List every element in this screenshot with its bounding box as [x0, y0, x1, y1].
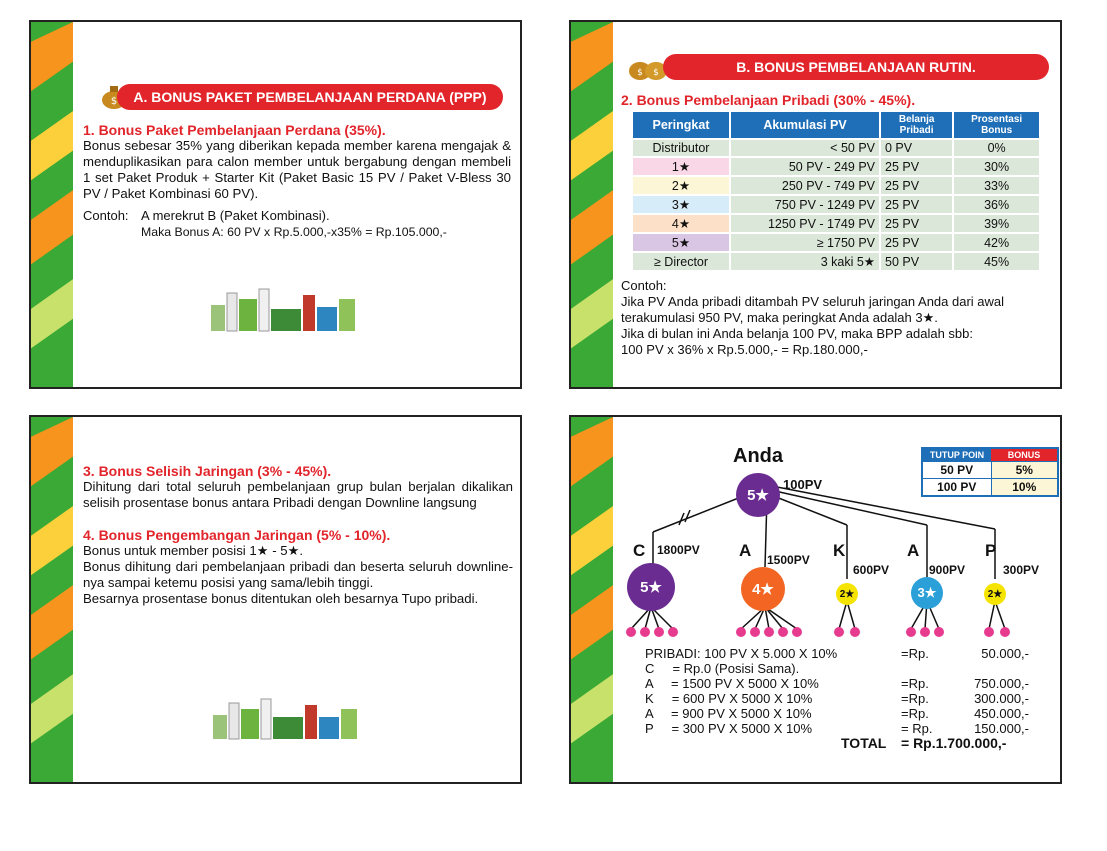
- downline-dot: [654, 627, 664, 637]
- bonus-cell: 42%: [954, 234, 1039, 251]
- child-pv: 900PV: [929, 563, 966, 577]
- calc-right: 150.000,-: [974, 721, 1029, 736]
- downline-dot: [906, 627, 916, 637]
- rank-cell: 5★: [633, 234, 729, 251]
- belanja-cell: 25 PV: [881, 215, 952, 232]
- downline-dot: [626, 627, 636, 637]
- calc-left: K = 600 PV X 5000 X 10%: [645, 691, 813, 706]
- downline-dot: [984, 627, 994, 637]
- table-row: [633, 177, 1039, 194]
- section-heading: 4. Bonus Pengembangan Jaringan (5% - 10%).: [83, 527, 391, 543]
- pv-cell: < 50 PV: [731, 140, 879, 156]
- tupo-cell: 100 PV: [922, 479, 991, 497]
- belanja-cell: 25 PV: [881, 234, 952, 251]
- contoh-label: Contoh:: [621, 278, 667, 293]
- table-row: [633, 140, 1039, 156]
- svg-text:$: $: [637, 68, 643, 78]
- rank-cell: ≥ Director: [633, 253, 729, 270]
- child-letter: P: [985, 541, 997, 560]
- node-child-p: 2★: [984, 583, 1006, 605]
- slide-title: A. BONUS PAKET PEMBELANJAAN PERDANA (PPP): [117, 84, 503, 110]
- section-heading: 1. Bonus Paket Pembelanjaan Perdana (35%).: [83, 122, 386, 138]
- svg-text:$: $: [653, 68, 659, 78]
- paragraph: Besarnya prosentase bonus ditentukan oleh besarnya Tupo pribadi.: [83, 591, 479, 606]
- product-images: [209, 285, 359, 333]
- slide-title: B. BONUS PEMBELANJAAN RUTIN.: [663, 54, 1049, 80]
- tupo-table: [921, 447, 1059, 497]
- child-letter: K: [833, 541, 846, 560]
- table-row: [633, 234, 1039, 251]
- bonus-cell: 45%: [954, 253, 1039, 270]
- downline-dot: [850, 627, 860, 637]
- belanja-cell: 50 PV: [881, 253, 952, 270]
- belanja-cell: 25 PV: [881, 177, 952, 194]
- node-child-a1: 4★: [741, 567, 785, 611]
- downline-dot: [934, 627, 944, 637]
- paragraph: Jika PV Anda pribadi ditambah PV seluruh jaringan Anda dari awal terakumulasi 950 PV, maka peringkat Anda adalah 3★.: [621, 294, 1005, 325]
- tupo-header: TUTUP POIN: [922, 448, 991, 462]
- belanja-cell: 25 PV: [881, 158, 952, 175]
- total-value: = Rp.1.700.000,-: [901, 735, 1007, 751]
- rank-cell: 1★: [633, 158, 729, 175]
- pv-cell: ≥ 1750 PV: [731, 234, 879, 251]
- table-row: [633, 215, 1039, 232]
- child-pv: 1500PV: [767, 553, 810, 567]
- calc-right: 300.000,-: [974, 691, 1029, 706]
- decorative-stripe: [31, 22, 73, 387]
- table-header: Belanja Pribadi: [881, 112, 952, 138]
- downline-dot: [750, 627, 760, 637]
- node-child-c: 5★: [627, 563, 675, 611]
- table-row: [633, 158, 1039, 175]
- paragraph: Dihitung dari total seluruh pembelanjaan grup bulan berjalan dikalikan selisih prosentase bonus antara Pribadi dengan Downline langsung: [83, 479, 513, 510]
- product-images: [211, 697, 361, 741]
- downline-dot: [668, 627, 678, 637]
- calc-right: 50.000,-: [981, 646, 1029, 661]
- decorative-stripe: [571, 22, 613, 387]
- node-child-a2: 3★: [911, 577, 943, 609]
- pv-cell: 250 PV - 749 PV: [731, 177, 879, 194]
- node-child-k: 2★: [836, 583, 858, 605]
- total-label: TOTAL: [841, 735, 887, 751]
- pv-cell: 1250 PV - 1749 PV: [731, 215, 879, 232]
- calc-left: C = Rp.0 (Posisi Sama).: [645, 661, 800, 676]
- pv-cell: 750 PV - 1249 PV: [731, 196, 879, 213]
- tupo-cell: 10%: [991, 479, 1058, 497]
- bonus-cell: 39%: [954, 215, 1039, 232]
- decorative-stripe: [31, 417, 73, 782]
- svg-text:$: $: [110, 96, 118, 107]
- rank-cell: 4★: [633, 215, 729, 232]
- calc-mid: = Rp.: [901, 721, 933, 736]
- downline-dot: [764, 627, 774, 637]
- rank-cell: 2★: [633, 177, 729, 194]
- tupo-header: BONUS: [991, 448, 1058, 462]
- contoh-label: Contoh:: [83, 208, 129, 223]
- rank-cell: Distributor: [633, 140, 729, 156]
- child-letter: A: [907, 541, 920, 560]
- child-letter: A: [739, 541, 752, 560]
- calc-mid: =Rp.: [901, 691, 929, 706]
- table-header: Peringkat: [633, 112, 729, 138]
- bonus-cell: 36%: [954, 196, 1039, 213]
- belanja-cell: 25 PV: [881, 196, 952, 213]
- table-row: [633, 196, 1039, 213]
- paragraph: Jika di bulan ini Anda belanja 100 PV, maka BPP adalah sbb:: [621, 326, 973, 341]
- slide-bonus-jaringan: [29, 415, 522, 784]
- slide-bonus-ppp: [29, 20, 522, 389]
- calc-mid: =Rp.: [901, 646, 929, 661]
- table-row: [633, 253, 1039, 270]
- downline-dot: [640, 627, 650, 637]
- downline-dot: [834, 627, 844, 637]
- anda-label: Anda: [733, 445, 783, 467]
- downline-dot: [920, 627, 930, 637]
- slide-bonus-rutin: [569, 20, 1062, 389]
- calc-mid: =Rp.: [901, 676, 929, 691]
- child-pv: 300PV: [1003, 563, 1040, 577]
- calc-mid: =Rp.: [901, 706, 929, 721]
- calc-mid: [901, 661, 959, 676]
- belanja-cell: 0 PV: [881, 140, 952, 156]
- calc-left: PRIBADI: 100 PV X 5.000 X 10%: [645, 646, 838, 661]
- bonus-cell: 33%: [954, 177, 1039, 194]
- table-header: Akumulasi PV: [731, 112, 879, 138]
- calc-left: A = 900 PV X 5000 X 10%: [645, 706, 812, 721]
- contoh-line: Maka Bonus A: 60 PV x Rp.5.000,-x35% = Rp.105.000,-: [141, 225, 447, 239]
- table-header: Prosentasi Bonus: [954, 112, 1039, 138]
- pv-cell: 3 kaki 5★: [731, 253, 879, 270]
- child-pv: 600PV: [853, 563, 890, 577]
- slide-contoh-jaringan: [569, 415, 1062, 784]
- calc-right: 750.000,-: [974, 676, 1029, 691]
- bonus-table: [631, 110, 1041, 272]
- paragraph: Bonus sebesar 35% yang diberikan kepada member karena mengajak & menduplikasikan para calon member untuk bergabung dengan membeli 1 set Paket Produk + Starter Kit (Paket Basic 15 PV / Paket V-Bless 30 PV / Paket Kombinasi 60 PV).: [83, 138, 511, 201]
- calculation-block: [645, 646, 1045, 751]
- child-pv: 1800PV: [657, 543, 700, 557]
- rank-cell: 3★: [633, 196, 729, 213]
- bonus-cell: 0%: [954, 140, 1039, 156]
- section-heading: 2. Bonus Pembelanjaan Pribadi (30% - 45%).: [621, 92, 916, 108]
- contoh-line: A merekrut B (Paket Kombinasi).: [141, 208, 330, 223]
- calc-left: P = 300 PV X 5000 X 10%: [645, 721, 813, 736]
- paragraph: 100 PV x 36% x Rp.5.000,- = Rp.180.000,-: [621, 342, 868, 357]
- tupo-cell: 50 PV: [922, 462, 991, 479]
- tupo-cell: 5%: [991, 462, 1058, 479]
- downline-dot: [736, 627, 746, 637]
- downline-dot: [792, 627, 802, 637]
- calc-right: 450.000,-: [974, 706, 1029, 721]
- calc-left: A = 1500 PV X 5000 X 10%: [645, 676, 819, 691]
- child-letter: C: [633, 541, 646, 560]
- calc-right: [959, 661, 1029, 676]
- node-pv-label: 100PV: [783, 477, 823, 492]
- pv-cell: 50 PV - 249 PV: [731, 158, 879, 175]
- bonus-cell: 30%: [954, 158, 1039, 175]
- downline-dot: [1000, 627, 1010, 637]
- section-heading: 3. Bonus Selisih Jaringan (3% - 45%).: [83, 463, 332, 479]
- downline-dot: [778, 627, 788, 637]
- paragraph: Bonus dihitung dari pembelanjaan pribadi dan beserta seluruh downline-nya sampai ketemu posisi yang sama/lebih tinggi.: [83, 559, 513, 590]
- node-anda: 5★: [736, 473, 780, 517]
- paragraph: Bonus untuk member posisi 1★ - 5★.: [83, 543, 304, 558]
